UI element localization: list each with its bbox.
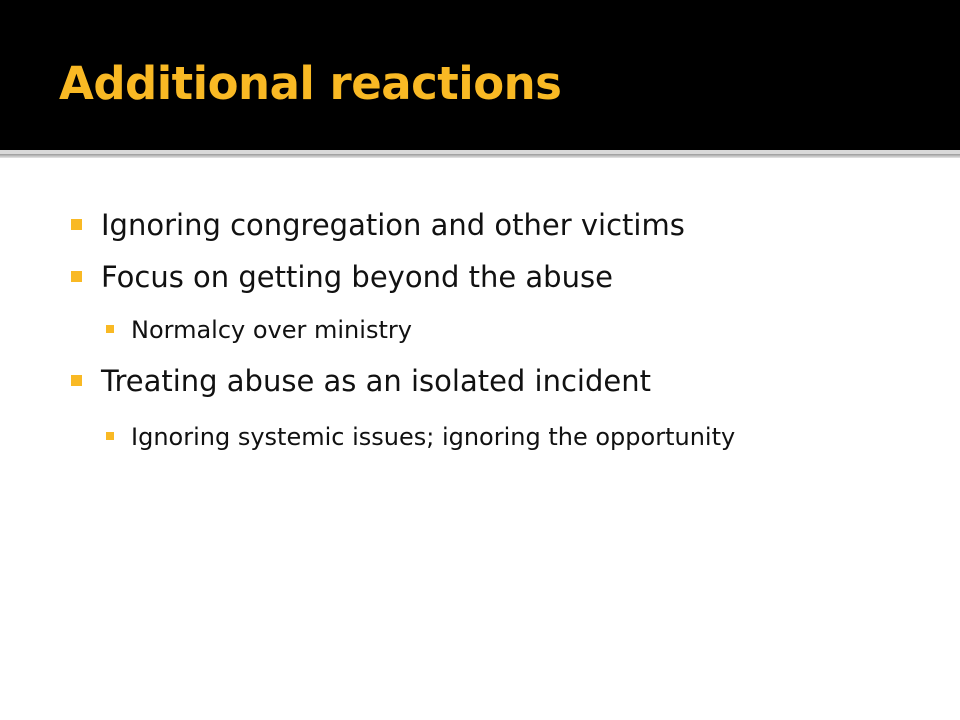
- bullet-item: [101, 205, 685, 245]
- square-bullet-icon: [106, 325, 114, 333]
- bullet-text: Treating abuse as an isolated incident: [101, 364, 651, 398]
- square-bullet-icon: [71, 219, 82, 230]
- bullet-item: [101, 361, 651, 401]
- square-bullet-icon: [71, 271, 82, 282]
- bullet-text: Focus on getting beyond the abuse: [101, 260, 613, 294]
- sub-bullet-text: Ignoring systemic issues; ignoring the opportunity: [131, 423, 736, 451]
- sub-bullet-text: Normalcy over ministry: [131, 316, 412, 344]
- sub-bullet-item: [131, 420, 735, 454]
- sub-bullet-item: [131, 313, 412, 347]
- square-bullet-icon: [106, 432, 114, 440]
- bullet-item: [101, 257, 613, 297]
- bullet-text: Ignoring congregation and other victims: [101, 208, 685, 242]
- slide-title: Additional reactions: [59, 57, 562, 110]
- square-bullet-icon: [71, 375, 82, 386]
